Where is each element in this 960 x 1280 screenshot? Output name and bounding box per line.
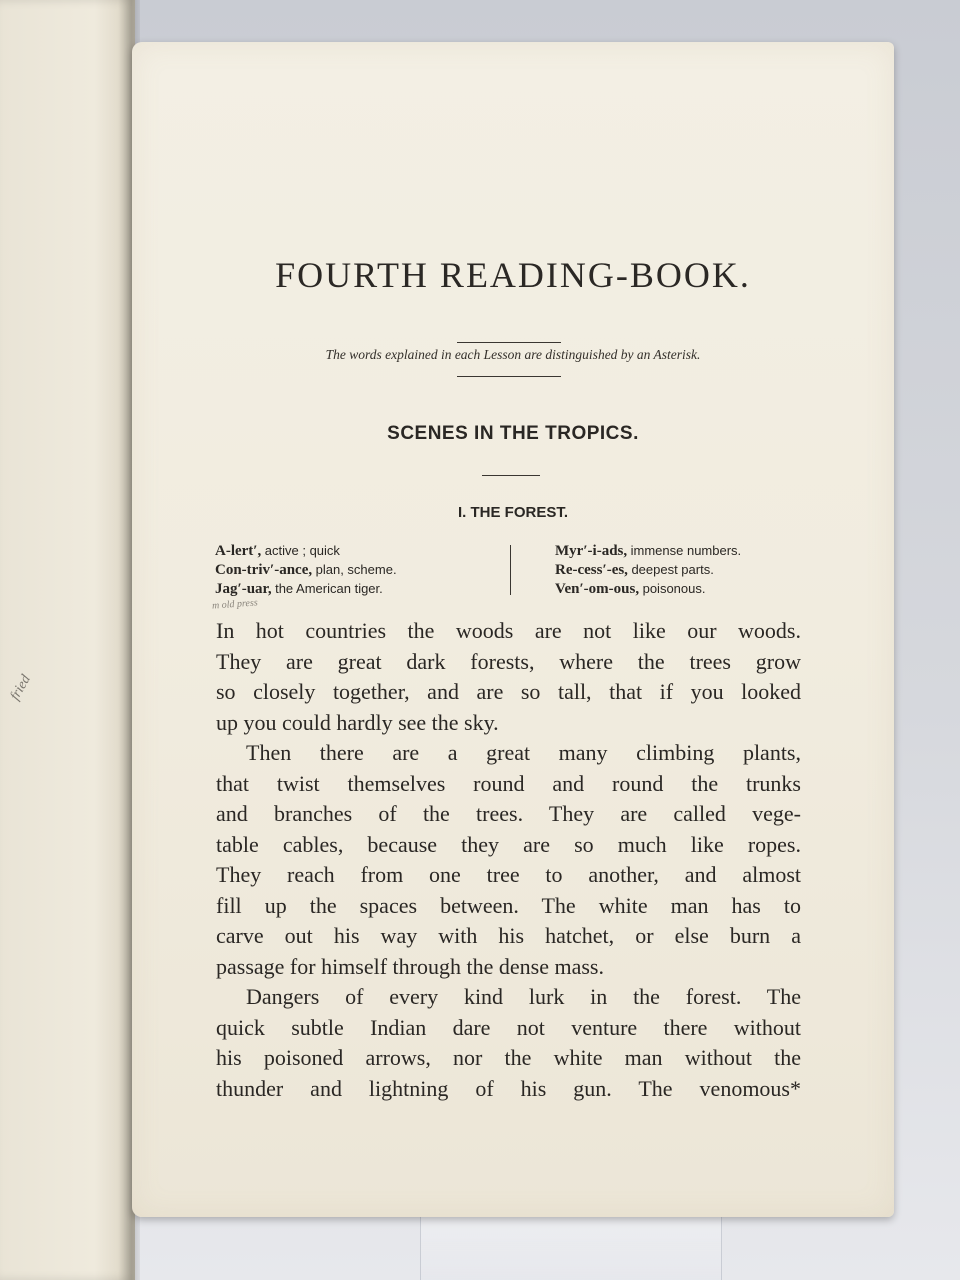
text-line: Then there are a great many climbing plants, bbox=[246, 740, 801, 765]
asterisk-note: The words explained in each Lesson are distinguished by an Asterisk. bbox=[325, 347, 701, 362]
vocab-word: Myr′-i-ads, bbox=[555, 543, 628, 559]
vocab-definition: immense numbers. bbox=[630, 543, 742, 558]
vocab-list-left bbox=[215, 542, 495, 599]
text-line: and branches of the trees. They are called vege- bbox=[216, 801, 801, 826]
text-line: up you could hardly see the sky. bbox=[216, 709, 499, 735]
book-title: FOURTH READING-BOOK. bbox=[275, 255, 751, 295]
section-heading: SCENES IN THE TROPICS. bbox=[387, 423, 639, 444]
vocab-definition: plan, scheme. bbox=[315, 562, 397, 577]
vocab-word: A-lert′, bbox=[215, 543, 262, 559]
left-page-edge bbox=[0, 0, 135, 1280]
vocab-word: Con-triv′-ance, bbox=[215, 562, 313, 578]
vocab-entry bbox=[215, 542, 495, 561]
title-rule-bottom bbox=[457, 376, 561, 377]
text-line: In hot countries the woods are not like our woods. bbox=[216, 618, 801, 643]
vocab-entry bbox=[555, 580, 855, 599]
book-page bbox=[132, 42, 894, 1217]
text-line: fill up the spaces between. The white man has to bbox=[216, 892, 801, 918]
text-line: his poisoned arrows, nor the white man without the bbox=[216, 1045, 801, 1070]
vocab-word: Ven′-om-ous, bbox=[555, 581, 640, 597]
vocab-definition: the American tiger. bbox=[275, 581, 383, 596]
vocab-entry bbox=[555, 561, 855, 580]
vocab-entry bbox=[215, 561, 495, 580]
text-line: They are great dark forests, where the trees grow bbox=[216, 648, 801, 674]
text-line: that twist themselves round and round the trunks bbox=[216, 770, 801, 796]
vocab-entry bbox=[215, 580, 495, 599]
vocab-definition: active ; quick bbox=[264, 543, 340, 558]
vocab-definition: deepest parts. bbox=[631, 562, 714, 577]
vocab-divider bbox=[510, 545, 511, 595]
text-line: quick subtle Indian dare not venture there without bbox=[216, 1014, 801, 1040]
vocab-word: Jag′-uar, bbox=[215, 581, 272, 597]
lesson-body bbox=[216, 616, 801, 1104]
pencil-scribble: m old press bbox=[211, 597, 259, 612]
text-line: thunder and lightning of his gun. The venomous* bbox=[216, 1075, 801, 1101]
text-line: carve out his way with his hatchet, or else burn a bbox=[216, 923, 801, 948]
vocab-entry bbox=[555, 542, 855, 561]
lesson-heading: I. THE FOREST. bbox=[457, 504, 568, 521]
text-line: so closely together, and are so tall, that if you looked bbox=[216, 679, 801, 704]
vocab-word: Re-cess′-es, bbox=[555, 562, 628, 578]
pencil-margin-note: fried bbox=[7, 672, 34, 703]
title-rule-top bbox=[457, 342, 561, 343]
vocab-list-right bbox=[555, 542, 855, 599]
vocab-definition: poisonous. bbox=[642, 581, 706, 596]
text-line: table cables, because they are so much like ropes. bbox=[216, 831, 801, 857]
text-line: They reach from one tree to another, and almost bbox=[216, 862, 801, 887]
section-rule bbox=[482, 475, 540, 476]
text-line: passage for himself through the dense mass. bbox=[216, 953, 604, 979]
text-line: Dangers of every kind lurk in the forest. The bbox=[246, 984, 801, 1009]
